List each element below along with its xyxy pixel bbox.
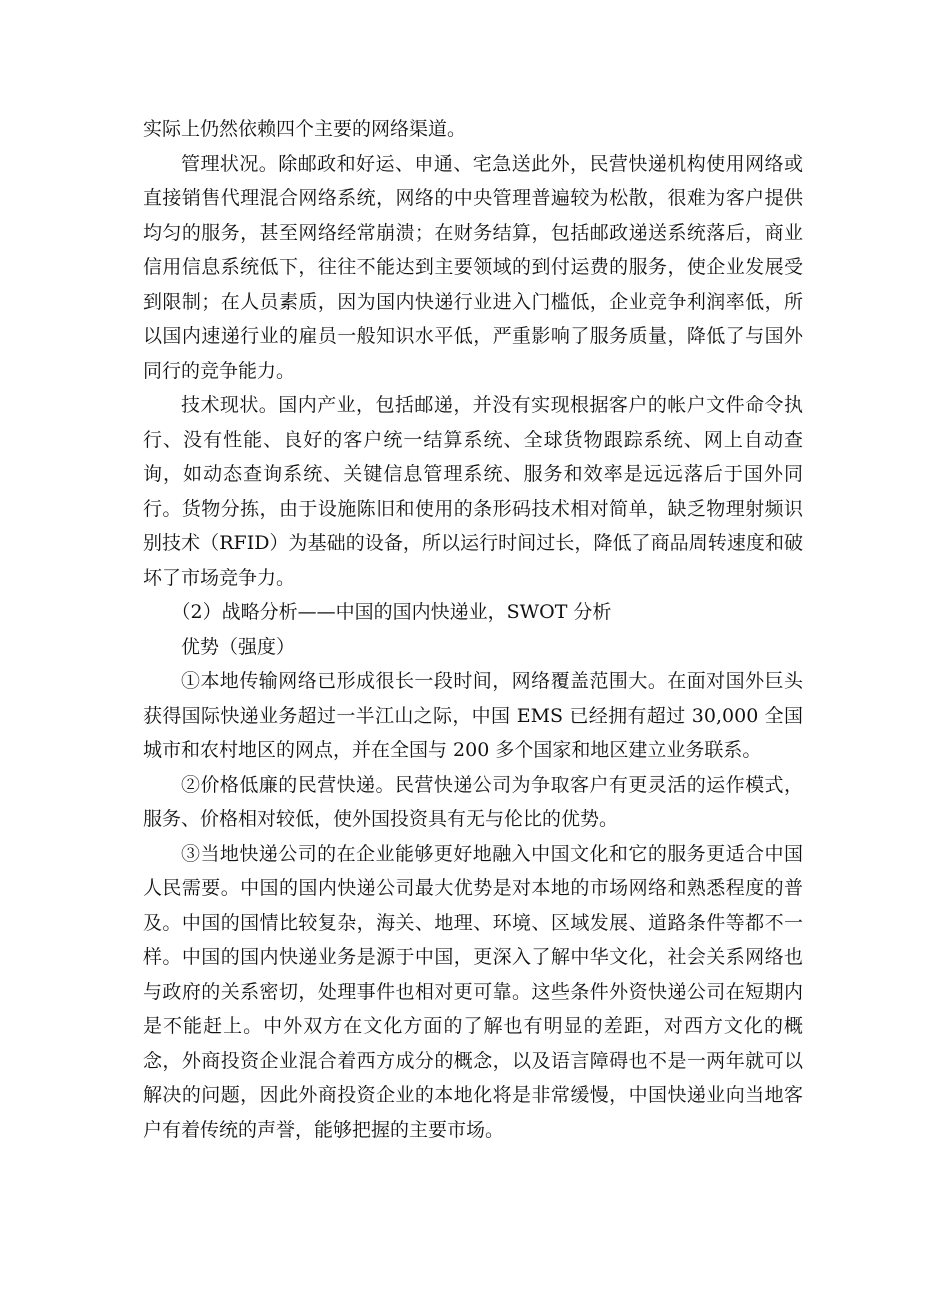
section-heading-swot: （2）战略分析——中国的国内快递业，SWOT 分析 — [171, 601, 612, 623]
paragraph-technology-status: 技术现状。国内产业，包括邮递，并没有实现根据客户的帐户文件命令执行、没有性能、良好的客户统一结算系统、全球货物跟踪系统、网上自动查询，如动态查询系统、关键信息管理系统、服务和效率是远远落后于国外同行。货物分拣，由于设施陈旧和使用的条形码技术相对简单，缺乏物理射频识别技术（RFID）为基础的设备，所以运行时间过长，降低了商品周转速度和破坏了市场竞争力。 — [143, 394, 803, 589]
paragraph-strength-3: ③当地快递公司的在企业能够更好地融入中国文化和它的服务更适合中国人民需要。中国的国内快递公司最大优势是对本地的市场网络和熟悉程度的普及。中国的国情比较复杂，海关、地理、环境、区域发展、道路条件等都不一样。中国的国内快递业务是源于中国，更深入了解中华文化，社会关系网络也与政府的关系密切，处理事件也相对更可靠。这些条件外资快递公司在短期内是不能赶上。中外双方在文化方面的了解也有明显的差距，对西方文化的概念，外商投资企业混合着西方成分的概念，以及语言障碍也不是一两年就可以解决的问题，因此外商投资企业的本地化将是非常缓慢，中国快递业向当地客户有着传统的声誉，能够把握的主要市场。 — [143, 842, 803, 1141]
paragraph-strength-1: ①本地传输网络已形成很长一段时间，网络覆盖范围大。在面对国外巨头获得国际快递业务超过一半江山之际，中国 EMS 已经拥有超过 30,000 全国城市和农村地区的网点，并在全国与 200 多个国家和地区建立业务联系。 — [143, 670, 803, 761]
subheading-strengths: 优势（强度） — [181, 635, 296, 658]
paragraph-continuation: 实际上仍然依赖四个主要的网络渠道。 — [143, 118, 467, 140]
paragraph-management-status: 管理状况。除邮政和好运、申通、宅急送此外，民营快递机构使用网络或直接销售代理混合网络系统，网络的中央管理普遍较为松散，很难为客户提供均匀的服务，甚至网络经常崩溃；在财务结算，包括邮政递送系统落后，商业信用信息系统低下，往往不能达到主要领域的到付运费的服务，使企业发展受到限制；在人员素质，因为国内快递行业进入门槛低，企业竞争利润率低，所以国内速递行业的雇员一般知识水平低，严重影响了服务质量，降低了与国外同行的竞争能力。 — [143, 152, 803, 382]
paragraph-strength-2: ②价格低廉的民营快递。民营快递公司为争取客户有更灵活的运作模式，服务、价格相对较低，使外国投资具有无与伦比的优势。 — [143, 773, 803, 830]
document-body — [143, 112, 803, 1147]
